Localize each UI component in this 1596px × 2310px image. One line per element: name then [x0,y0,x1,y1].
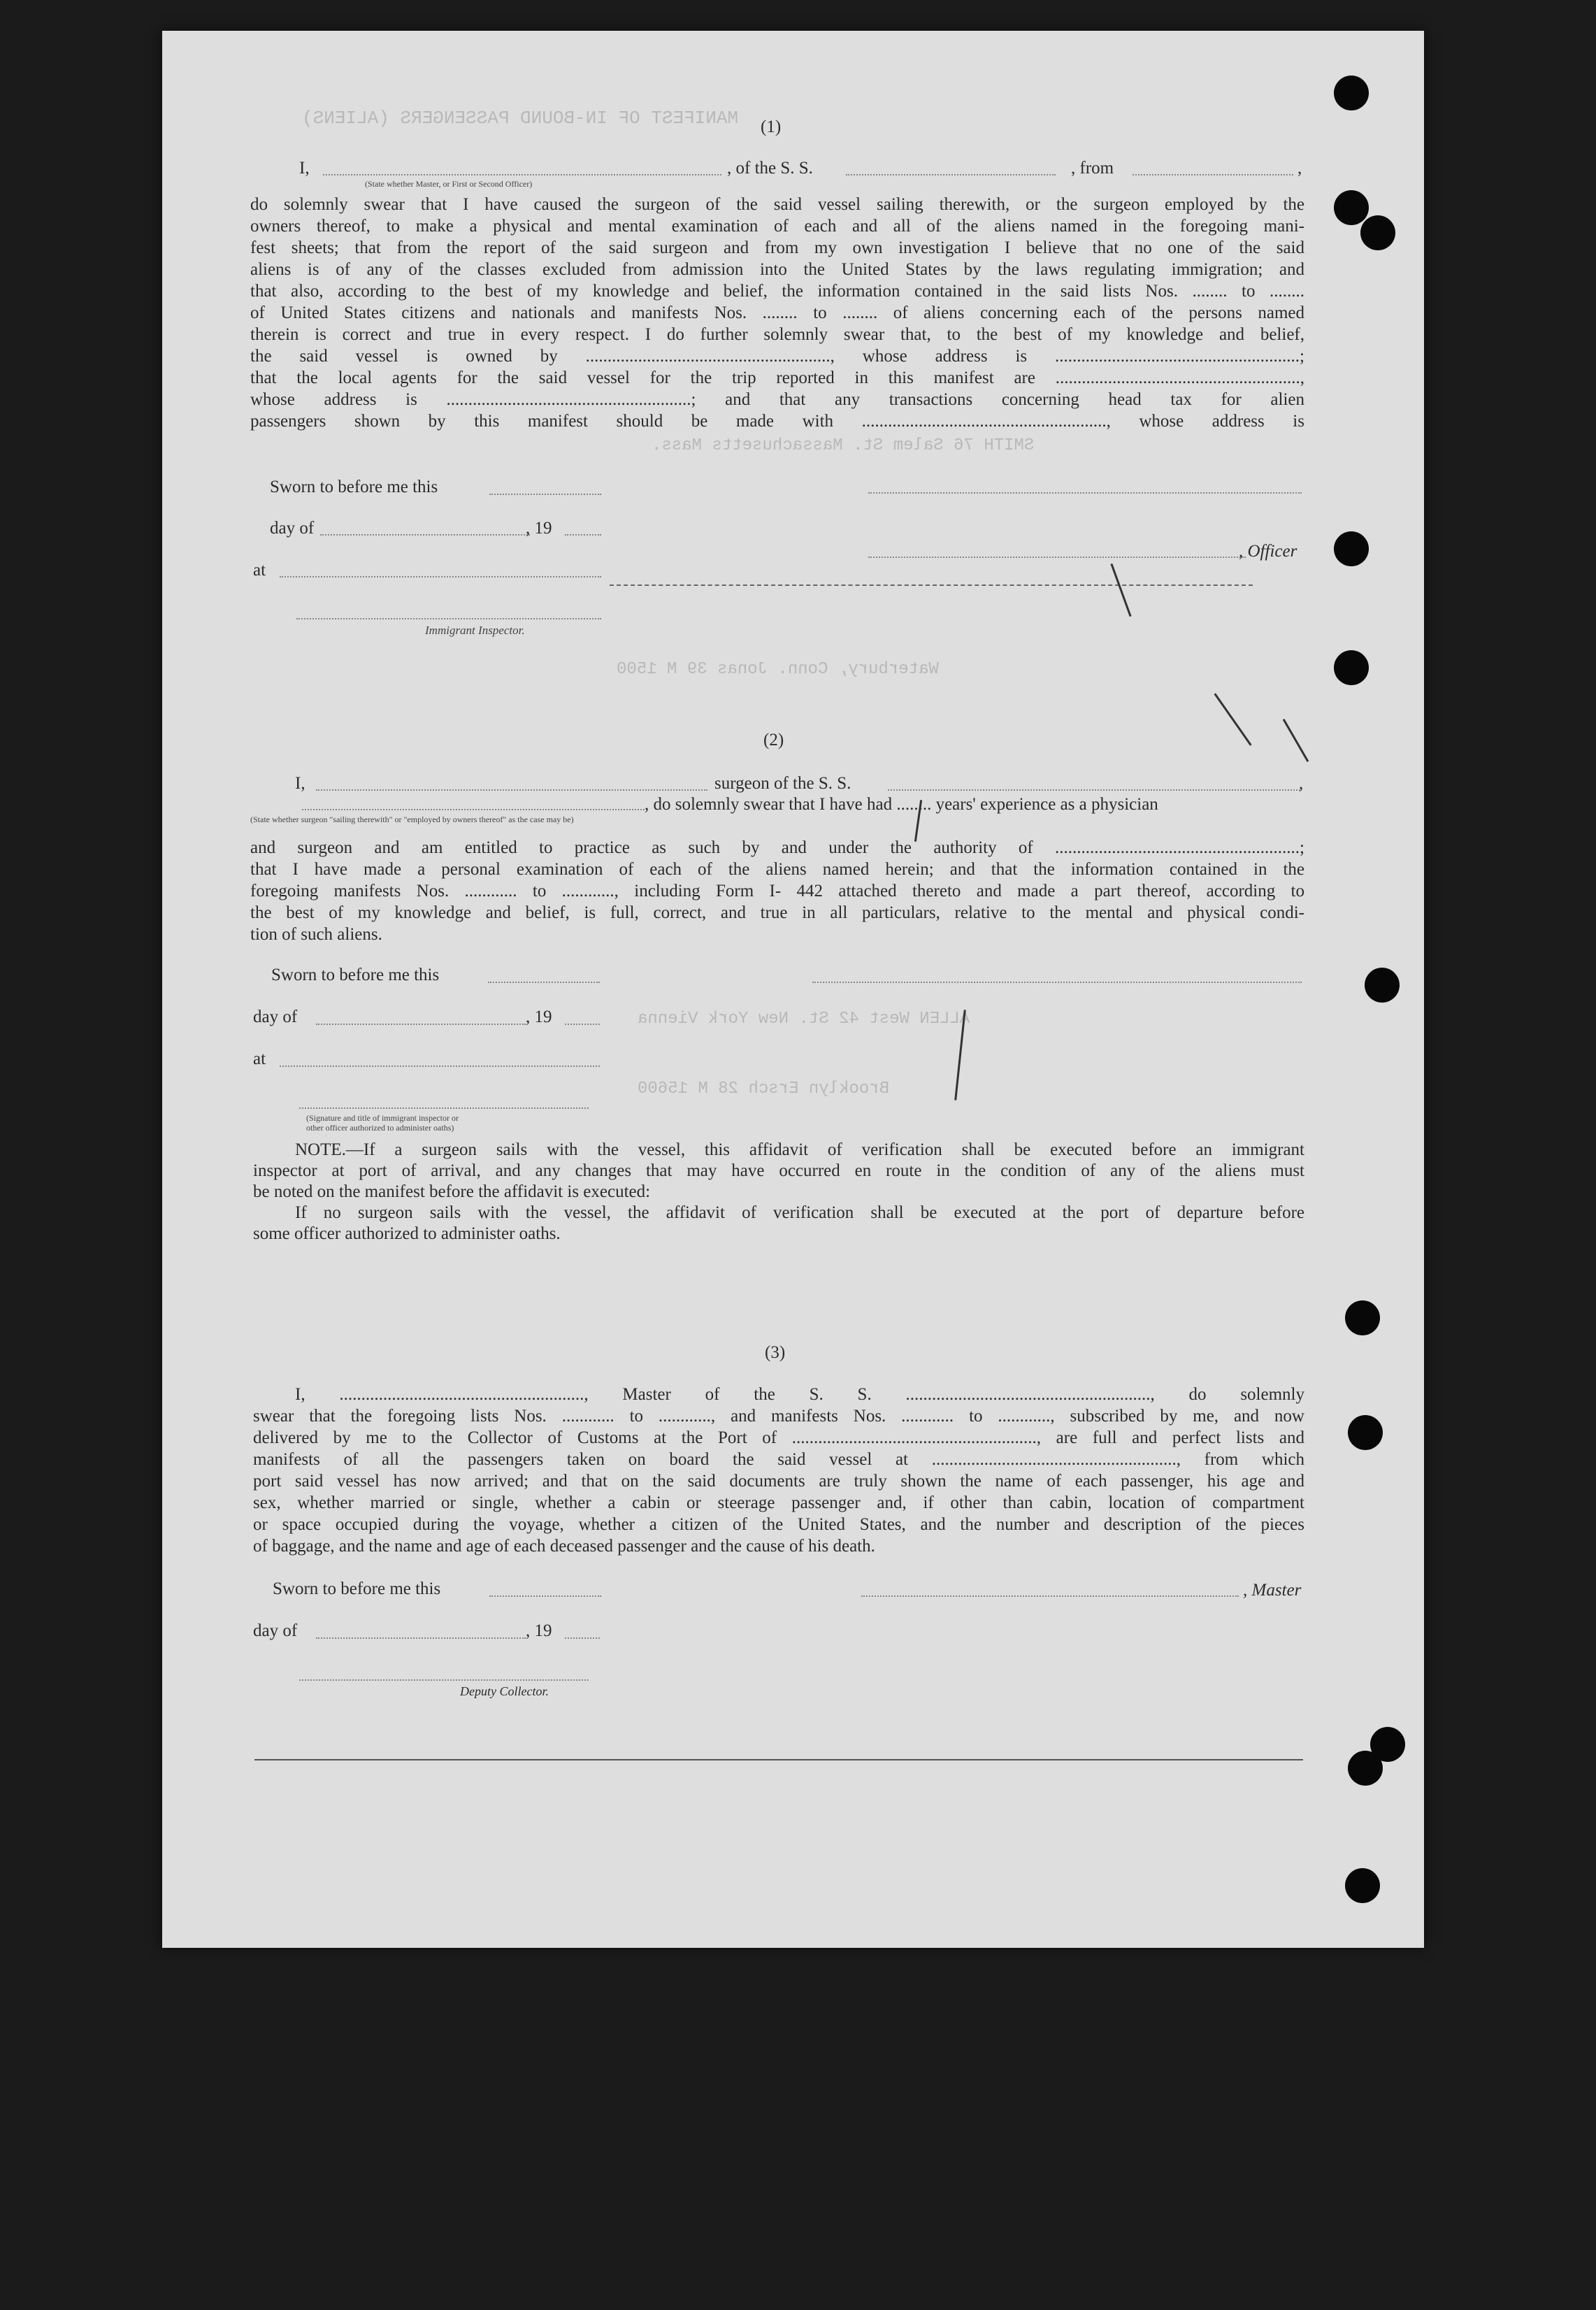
year-line-2 [565,1024,600,1025]
surgeon-of-ss-label: surgeon of the S. S. [714,774,851,793]
section-2-line-2: that I have made a personal examination of each of the aliens named herein; and that the information contained in the [250,860,1304,879]
inspector-signature-line [296,618,601,619]
section-3-line-3: delivered by me to the Collector of Customs at the Port of ........................................................, are full and perfect lists and [253,1428,1304,1447]
section-3-line-1: I, ........................................................, Master of the S. S. ........................................................, do solemnly [295,1385,1304,1404]
bleed-through-text: MANIFEST OF IN-BOUND PASSENGERS (ALIENS) [302,108,739,129]
signature-caption-line-2: other officer authorized to administer oaths) [306,1123,454,1133]
section-1-line-9: that the local agents for the said vessel for the trip reported in this manifest are ........................................................, [250,368,1304,387]
year-label-3: , 19 [526,1621,552,1640]
at-line-2 [280,1066,600,1067]
master-signature-line [861,1595,1239,1597]
from-label: , from [1071,159,1114,178]
officer-name-line [323,174,721,175]
punch-hole [1345,1300,1380,1335]
sworn-label-1: Sworn to before me this [270,478,438,496]
sworn-date-line-3 [489,1595,601,1597]
day-of-label-3: day of [253,1621,298,1640]
deputy-collector-caption: Deputy Collector. [460,1684,549,1698]
comma-2: , [1299,774,1304,793]
note-line-3: be noted on the manifest before the affidavit is executed: [253,1182,651,1201]
signature-caption-line-1: (Signature and title of immigrant inspector or [306,1113,459,1123]
sworn-date-line-1 [489,494,601,495]
sailing-status-line [302,809,645,810]
section-1-line-6: of United States citizens and nationals and manifests Nos. ........ to ........ of aliens concerning each of the persons named [250,303,1304,322]
punch-hole [1348,1415,1383,1450]
section-3-line-5: port said vessel has now arrived; and that on the said documents are truly shown the name of each passenger, his age and [253,1472,1304,1491]
sworn-date-line-2 [488,982,600,983]
section-1-line-11: passengers shown by this manifest should be made with ........................................................, whose address is [250,412,1304,431]
punch-hole [1334,76,1369,110]
sworn-label-3: Sworn to before me this [273,1579,441,1598]
section-1-line-7: therein is correct and true in every respect. I do further solemnly swear that, to the best of my knowledge and belief, [250,325,1304,344]
vessel-name-line [846,174,1056,175]
at-label-1: at [253,561,266,580]
section-2-heading: (2) [763,731,784,749]
year-line-3 [565,1637,600,1639]
bottom-rule [254,1759,1303,1760]
at-line-1 [280,576,601,578]
day-of-label-1: day of [270,519,315,538]
bleed-through-text: Brooklyn Ersch 28 M 15600 [638,1079,890,1098]
section-2-line-1: and surgeon and am entitled to practice as such by and under the authority of ........................................................; [250,838,1304,857]
officer-label: , Officer [1239,542,1297,561]
punch-hole [1334,531,1369,566]
year-label-1: , 19 [526,519,552,538]
surgeon-name-line [316,789,707,791]
section-3-line-2: swear that the foregoing lists Nos. ............ to ............, and manifests Nos. ............ to ............, subscribed by me, and now [253,1407,1304,1426]
officer-i-label: I, [299,159,310,178]
sworn-label-2: Sworn to before me this [271,966,440,984]
of-ss-label: , of the S. S. [727,159,813,178]
comma: , [1297,159,1302,178]
agent-address-line [868,492,1302,494]
port-from-line [1133,174,1293,175]
punch-hole [1360,215,1395,250]
section-3-line-7: or space occupied during the voyage, whether a citizen of the United States, and the number and description of the pieces [253,1515,1304,1534]
note-line-2: inspector at port of arrival, and any changes that may have occurred en route in the condition of any of the aliens must [253,1161,1304,1180]
pen-stroke [1110,564,1131,617]
section-1-line-3: fest sheets; that from the report of the said surgeon and from my own investigation I believe that no one of the said [250,238,1304,257]
punch-hole [1334,190,1369,225]
section-1-line-2: owners thereof, to make a physical and mental examination of each and all of the aliens named in the foregoing mani- [250,217,1304,236]
pen-stroke [1283,719,1309,762]
section-1-heading: (1) [761,117,782,136]
year-label-2: , 19 [526,1007,552,1026]
officer-signature-line [868,557,1246,558]
section-1-line-5: that also, according to the best of my knowledge and belief, the information contained in the said lists Nos. ........ to ........ [250,282,1304,301]
collector-signature-line [299,1679,589,1681]
sailing-caption: (State whether surgeon "sailing therewith" or "employed by owners thereof" as the case may be) [250,815,574,824]
surgeon-i-label: I, [295,774,305,793]
surgeon-vessel-line [888,789,1300,791]
section-1-line-4: aliens is of any of the classes excluded from admission into the United States by the laws regulating immigration; and [250,260,1304,279]
bleed-through-text: Waterbury, Conn. Jonas 39 M 1500 [617,660,939,679]
solemnly-swear-line: , do solemnly swear that I have had ........ years' experience as a physician [645,795,1158,814]
day-line-3 [316,1637,526,1639]
punch-hole [1365,968,1400,1003]
bleed-through-text: SMITH 76 Salem St. Massachusetts Mass. [652,436,1035,455]
officer-caption: (State whether Master, or First or Second Officer) [365,179,533,189]
inspector-signature-line-2 [299,1107,589,1109]
punch-hole [1345,1868,1380,1903]
note-line-5: some officer authorized to administer oaths. [253,1224,561,1243]
section-3-line-4: manifests of all the passengers taken on board the said vessel at ........................................................, from which [253,1450,1304,1469]
day-line-2 [316,1024,526,1025]
section-1-line-1: do solemnly swear that I have caused the surgeon of the said vessel sailing therewith, or the surgeon employed by the [250,195,1304,214]
pen-stroke [1214,693,1251,745]
master-label: , Master [1243,1581,1302,1600]
note-line-4: If no surgeon sails with the vessel, the affidavit of verification shall be executed at the port of departure before [295,1203,1304,1222]
year-line-1 [565,534,601,536]
section-2-line-5: tion of such aliens. [250,925,382,944]
day-of-label-2: day of [253,1007,298,1026]
section-3-heading: (3) [765,1343,786,1362]
at-label-2: at [253,1049,266,1068]
witness-rule [610,584,1253,586]
punch-hole [1348,1751,1383,1786]
note-line-1: NOTE.—If a surgeon sails with the vessel, this affidavit of verification shall be executed before an immigrant [295,1140,1304,1159]
punch-hole [1334,650,1369,685]
manifest-back-page [162,31,1424,1948]
section-3-line-6: sex, whether married or single, whether a cabin or steerage passenger and, if other than cabin, location of compartment [253,1493,1304,1512]
section-3-line-8: of baggage, and the name and age of each deceased passenger and the cause of his death. [253,1537,875,1556]
section-1-line-10: whose address is ........................................................; and that any transactions concerning head tax for alien [250,390,1304,409]
bleed-through-text: ALLEN West 42 St. New York Vienna [638,1010,970,1028]
day-line-1 [320,534,530,536]
section-2-line-3: foregoing manifests Nos. ............ to ............, including Form I- 442 attached thereto and made a part thereof, according to [250,882,1304,901]
section-2-line-4: the best of my knowledge and belief, is full, correct, and true in all particulars, relative to the mental and physical condi- [250,903,1304,922]
inspector-caption: Immigrant Inspector. [425,624,525,637]
section-1-line-8: the said vessel is owned by ........................................................, whose address is ........................................................; [250,347,1304,366]
surgeon-signature-line [812,982,1302,983]
